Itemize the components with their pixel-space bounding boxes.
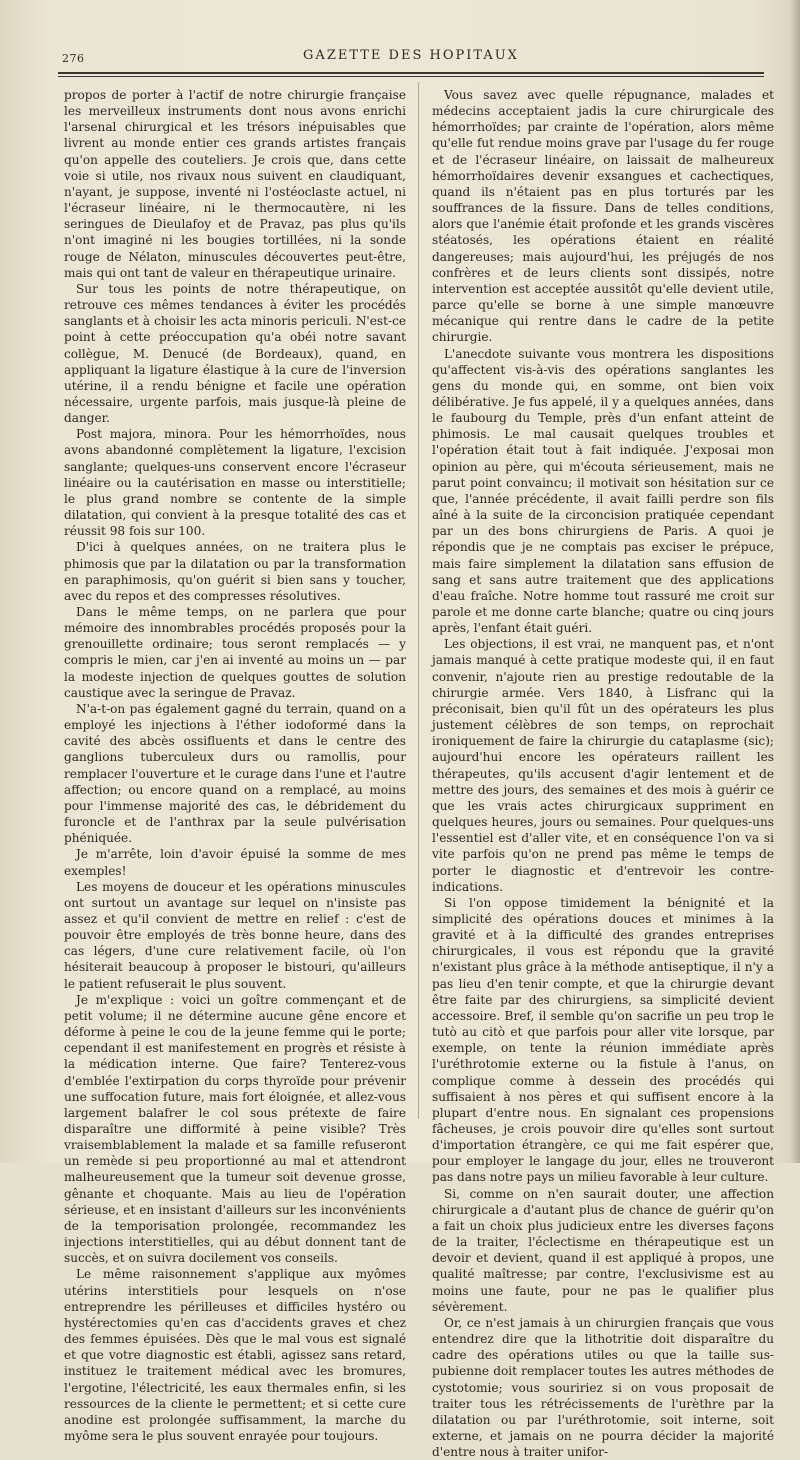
paragraph: Dans le même temps, on ne parlera que pour mémoire des innombrables procédés proposés pour la grenouillette ordinaire; tous seront remplacés — y compris le mien, car j'en ai inventé au moins un — par la modeste injection de quelques gouttes de solution caustique avec la seringue de Pravaz.	[64, 605, 406, 700]
page-number: 276	[62, 52, 85, 65]
paragraph: Je m'arrête, loin d'avoir épuisé la somme de mes exemples!	[64, 847, 406, 878]
header-rule-thick	[58, 72, 764, 74]
right-column	[432, 87, 774, 1460]
header-rule-thin	[58, 76, 764, 77]
column-divider	[418, 82, 419, 1119]
paragraph: Les objections, il est vrai, ne manquent pas, et n'ont jamais manqué à cette pratique modeste qui, il en faut convenir, n'ajoute rien au prestige redoutable de la chirurgie armée. Vers 1840, à Lisfranc qui la préconisait, bien qu'il fût un des opérateurs les plus justement célèbres de son temps, on reprochait ironiquement de faire la chirurgie du cataplasme (sic); aujourd'hui encore les opérateurs raillent les thérapeutes, qu'ils accusent d'agir lentement et de mettre des jours, des semaines et des mois à guérir ce que les vrais actes chirurgicaux suppriment en quelques heures, jours ou semaines. Pour quelques-uns l'essentiel est d'aller vite, et en conséquence l'on va si vite parfois qu'on ne prend pas même le temps de porter le diagnostic et d'entrevoir les contre-indications.	[432, 637, 774, 894]
paragraph: Vous savez avec quelle répugnance, malades et médecins acceptaient jadis la cure chirurgicale des hémorrhoïdes; par crainte de l'opération, alors même qu'elle fut rendue moins grave par l'usage du fer rouge et de l'écraseur linéaire, on laissait de malheureux hémorrhoïdaires devenir exsangues et cachectiques, quand ils n'étaient pas en plus torturés par les souffrances de la fissure. Dans de telles conditions, alors que l'anémie était profonde et les grands viscères stéatosés, les opérations étaient en réalité dangereuses; mais aujourd'hui, les préjugés de nos confrères et de leurs clients sont dissipés, notre intervention est acceptée aussitôt qu'elle devient utile, parce qu'elle se borne à une simple manœuvre mécanique qui rentre dans le cadre de la petite chirurgie.	[432, 88, 774, 345]
paragraph: L'anecdote suivante vous montrera les dispositions qu'affectent vis-à-vis des opérations sanglantes les gens du monde qui, en somme, ont bien voix délibérative. Je fus appelé, il y a quelques années, dans le faubourg du Temple, près d'un enfant atteint de phimosis. Le mal causait quelques troubles et l'opération était tout à fait indiquée. J'exposai mon opinion au père, qui m'écouta sérieusement, mais ne parut point convaincu; il motivait son hésitation sur ce que, l'année précédente, il avait failli perdre son fils aîné à la suite de la circoncision pratiquée cependant par un des bons chirurgiens de Paris. A quoi je répondis que je ne comptais pas exciser le prépuce, mais faire simplement la dilatation sans effusion de sang et sans autre traitement que des applications d'eau fraîche. Notre homme tout rassuré me croit sur parole et me donne carte blanche; quatre ou cinq jours après, l'enfant était guéri.	[432, 346, 774, 636]
page-header	[58, 48, 764, 66]
paragraph: Le même raisonnement s'applique aux myômes utérins interstitiels pour lesquels on n'ose entreprendre les périlleuses et difficiles hystéro ou hystérectomies qu'en cas d'accidents graves et chez des femmes épuisées. Dès que le mal vous est signalé et que votre diagnostic est établi, agissez sans retard, instituez le traitement médical avec les bromures, l'ergotine, l'électricité, les eaux thermales enfin, si les ressources de la cliente le permettent; et si cette cure anodine est prolongée suffisamment, la marche du myôme sera le plus souvent enrayée pour toujours.	[64, 1267, 406, 1443]
paragraph: Or, ce n'est jamais à un chirurgien français que vous entendrez dire que la lithotritie doit disparaître du cadre des opérations utiles ou que la taille sus-pubienne doit remplacer toutes les autres méthodes de cystotomie; vous souririez si on vous proposait de traiter tous les rétrécissements de l'urèthre par la dilatation ou par l'uréthrotomie, soit interne, soit externe, et jamais on ne pourra décider la majorité d'entre nous à traiter unifor-	[432, 1315, 774, 1460]
paragraph: N'a-t-on pas également gagné du terrain, quand on a employé les injections à l'éther iodoformé dans la cavité des abcès ossifluents et dans le centre des ganglions tuberculeux durs ou ramollis, pour remplacer l'ouverture et le curage dans l'une et l'autre affection; ou encore quand on a remplacé, au moins pour l'immense majorité des cas, le débridement du furoncle et de l'anthrax par la seule pulvérisation phéniquée.	[64, 701, 406, 846]
paragraph: Je m'explique : voici un goître commençant et de petit volume; il ne détermine aucune gêne encore et déforme à peine le cou de la jeune femme qui le porte; cependant il est manifestement en progrès et résiste à la médication interne. Que faire? Tenterez-vous d'emblée l'extirpation du corps thyroïde pour prévenir une suffocation future, mais fort éloignée, et allez-vous largement balafrer le col sous prétexte de faire disparaître une difformité à peine visible? Très vraisemblablement la malade et sa famille refuseront un remède si peu proportionné au mal et attendront malheureusement que la tumeur soit devenue grosse, gênante et choquante. Mais au lieu de l'opération sérieuse, et en insistant d'ailleurs sur les inconvénients de la temporisation prolongée, recommandez les injections interstitielles, qui au début donnent tant de succès, et on suivra docilement vos conseils.	[64, 992, 406, 1266]
paragraph: Post majora, minora. Pour les hémorrhoïdes, nous avons abandonné complètement la ligature, l'excision sanglante; quelques-uns conservent encore l'écraseur linéaire ou la cautérisation en masse ou interstitielle; le plus grand nombre se contente de la simple dilatation, qui convient à la presque totalité des cas et réussit 98 fois sur 100.	[64, 427, 406, 539]
paragraph: D'ici à quelques années, on ne traitera plus le phimosis que par la dilatation ou par la transformation en paraphimosis, qu'on guérit si bien sans y toucher, avec du repos et des compresses résolutives.	[64, 540, 406, 603]
running-title: GAZETTE DES HOPITAUX	[303, 48, 519, 63]
paragraph: Sur tous les points de notre thérapeutique, on retrouve ces mêmes tendances à éviter les procédés sanglants et à choisir les acta minoris periculi. N'est-ce point à cette préoccupation qu'a obéi notre savant collègue, M. Denucé (de Bordeaux), quand, en appliquant la ligature élastique à la cure de l'inversion utérine, il a rendu bénigne et facile une opération nécessaire, urgente parfois, mais jusque-là pleine de danger.	[64, 281, 406, 426]
paragraph: Si l'on oppose timidement la bénignité et la simplicité des opérations douces et minimes à la gravité et à la difficulté des grandes entreprises chirurgicales, il vous est répondu que la gravité n'existant plus grâce à la méthode antiseptique, il n'y a pas lieu d'en tenir compte, et que la chirurgie devant être faite par des chirurgiens, sa simplicité devient accessoire. Bref, il semble qu'on sacrifie un peu trop le tutò au citò et que parfois pour aller vite lorsque, par exemple, on tente la réunion immédiate après l'uréthrotomie externe ou la fistule à l'anus, on complique comme à dessein des procédés qui suffisaient à nos pères et qui suffisent encore à la plupart d'entre nous. En signalant ces propensions fâcheuses, je crois pouvoir dire qu'elles sont surtout d'importation étrangère, ce qui me fait espérer que, pour employer le langage du jour, elles ne trouveront pas dans notre pays un milieu favorable à leur culture.	[432, 895, 774, 1185]
paragraph: Les moyens de douceur et les opérations minuscules ont surtout un avantage sur lequel on n'insiste pas assez et qu'il convient de mettre en relief : c'est de pouvoir être employés de très bonne heure, dans des cas légers, d'une cure relativement facile, où l'on hésiterait beaucoup à proposer le bistouri, qu'ailleurs le patient refuserait le plus souvent.	[64, 879, 406, 991]
paragraph: propos de porter à l'actif de notre chirurgie française les merveilleux instruments dont nous avons enrichi l'arsenal chirurgical et les trésors inépuisables que livrent au monde entier ces grands artistes français qu'on appelle des couteliers. Je crois que, dans cette voie si utile, nos rivaux nous suivent en claudiquant, n'ayant, je suppose, inventé ni l'ostéoclaste actuel, ni l'écraseur linéaire, ni le thermocautère, ni les seringues de Dieulafoy et de Pravaz, pas plus qu'ils n'ont imaginé ni les bougies tortillées, ni la sonde rouge de Nélaton, minuscules découvertes peut-être, mais qui ont tant de valeur en thérapeutique urinaire.	[64, 88, 406, 280]
paragraph: Si, comme on n'en saurait douter, une affection chirurgicale a d'autant plus de chance de guérir qu'on a fait un choix plus judicieux entre les diverses façons de la traiter, l'éclectisme en thérapeutique est un devoir et devient, quand il est appliqué à propos, une qualité maîtresse; par contre, l'exclusivisme est au moins une faute, pour ne pas le qualifier plus sévèrement.	[432, 1186, 774, 1314]
page-edge-shadow	[790, 0, 800, 1163]
left-column	[64, 87, 406, 1444]
